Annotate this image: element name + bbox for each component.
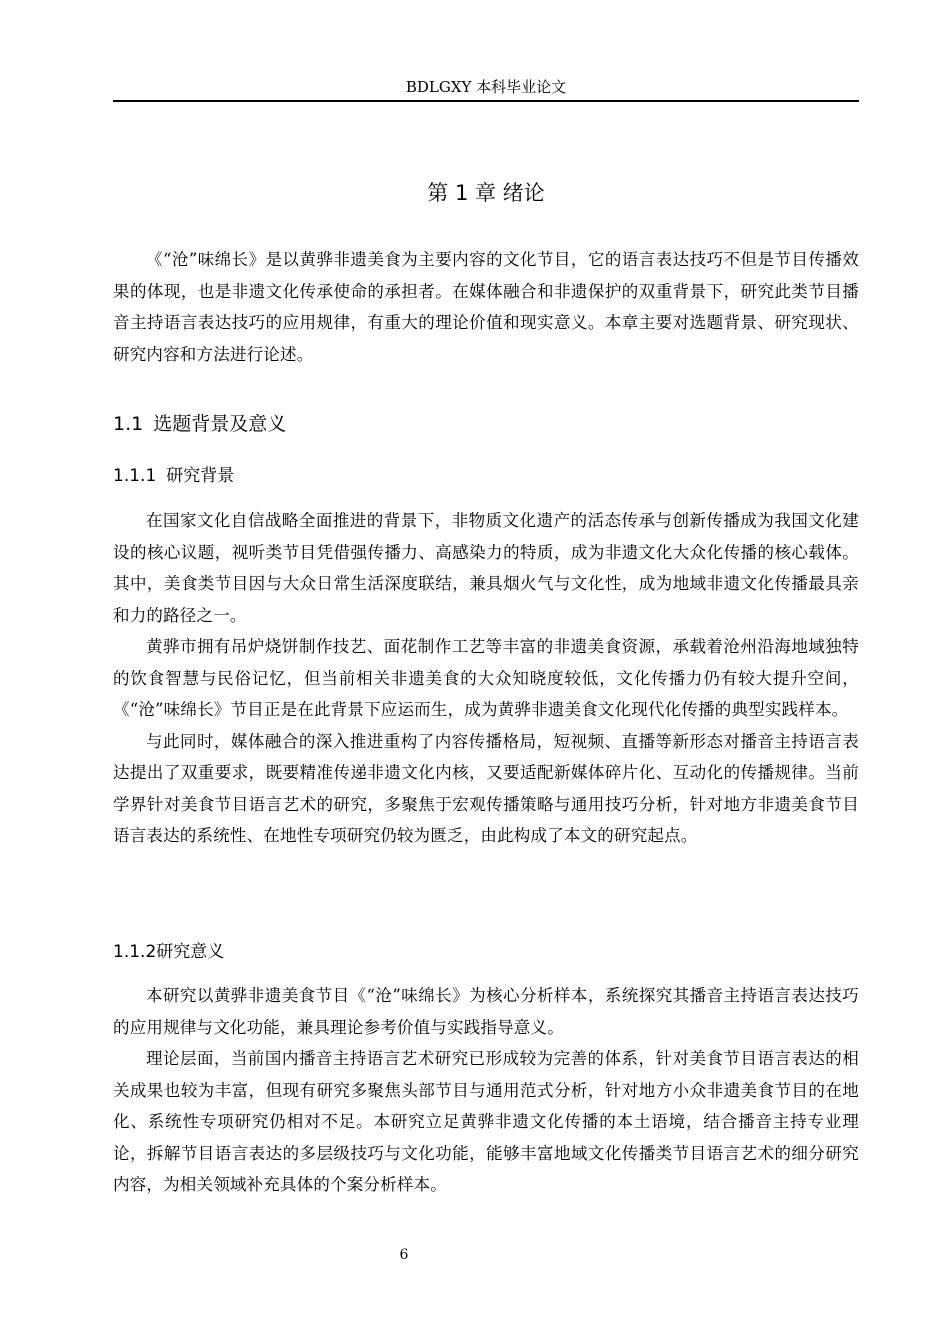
paragraph: 在国家文化自信战略全面推进的背景下，非物质文化遗产的活态传承与创新传播成为我国文化建设的核心议题，视听类节目凭借强传播力、高感染力的特质，成为非遗文化大众化传播的核心载体。其中，美食类节目因与大众日常生活深度联结，兼具烟火气与文化性，成为地域非遗文化传播最具亲和力的路径之一。 [113, 511, 859, 625]
running-header: BDLGXY 本科毕业论文 [405, 78, 567, 96]
subsection-title: 研究意义 [156, 942, 225, 962]
chapter-title: 第 1 章 绪论 [427, 181, 545, 205]
subsection-heading-1-1-1 [113, 464, 234, 488]
paragraph: 与此同时，媒体融合的深入推进重构了内容传播格局，短视频、直播等新形态对播音主持语言表达提出了双重要求，既要精准传递非遗文化内核，又要适配新媒体碎片化、互动化的传播规律。当前学界针对美食节目语言艺术的研究，多聚焦于宏观传播策略与通用技巧分析，针对地方非遗美食节目语言表达的系统性、在地性专项研究仍较为匮乏，由此构成了本文的研究起点。 [113, 731, 859, 845]
subsection-heading-1-1-2 [113, 940, 224, 964]
paragraph: 本研究以黄骅非遗美食节目《“沧”味绵长》为核心分析样本，系统探究其播音主持语言表达技巧的应用规律与文化功能，兼具理论参考价值与实践指导意义。 [113, 986, 859, 1037]
intro-paragraph: 《“沧”味绵长》是以黄骅非遗美食为主要内容的文化节目，它的语言表达技巧不但是节目传播效果的体现，也是非遗文化传承使命的承担者。在媒体融合和非遗保护的双重背景下，研究此类节目播音主持语言表达技巧的应用规律，有重大的理论价值和现实意义。本章主要对选题背景、研究现状、研究内容和方法进行论述。 [113, 250, 859, 364]
paragraph: 理论层面，当前国内播音主持语言艺术研究已形成较为完善的体系，针对美食节目语言表达的相关成果也较为丰富，但现有研究多聚焦头部节目与通用范式分析，针对地方小众非遗美食节目的在地化、系统性专项研究仍相对不足。本研究立足黄骅非遗文化传播的本土语境，结合播音主持专业理论，拆解节目语言表达的多层级技巧与文化功能，能够丰富地域文化传播类节目语言艺术的细分研究内容，为相关领域补充具体的个案分析样本。 [113, 1049, 859, 1194]
paragraph: 黄骅市拥有吊炉烧饼制作技艺、面花制作工艺等丰富的非遗美食资源，承载着沧州沿海地域独特的饮食智慧与民俗记忆，但当前相关非遗美食的大众知晓度较低，文化传播力仍有较大提升空间，《“沧”味绵长》节目正是在此背景下应运而生，成为黄骅非遗美食文化现代化传播的典型实践样本。 [113, 637, 859, 719]
section-title: 选题背景及意义 [153, 413, 287, 435]
header-rule [113, 100, 859, 102]
subsection-title: 研究背景 [166, 466, 235, 486]
section-heading-1-1 [113, 411, 286, 437]
research-background-body [113, 505, 859, 852]
section-number: 1.1 [113, 413, 144, 435]
page-number: 6 [399, 1247, 409, 1263]
research-significance-body [113, 980, 859, 1201]
subsection-number: 1.1.2 [113, 942, 157, 962]
chapter-intro [113, 244, 859, 370]
subsection-number: 1.1.1 [113, 466, 157, 486]
